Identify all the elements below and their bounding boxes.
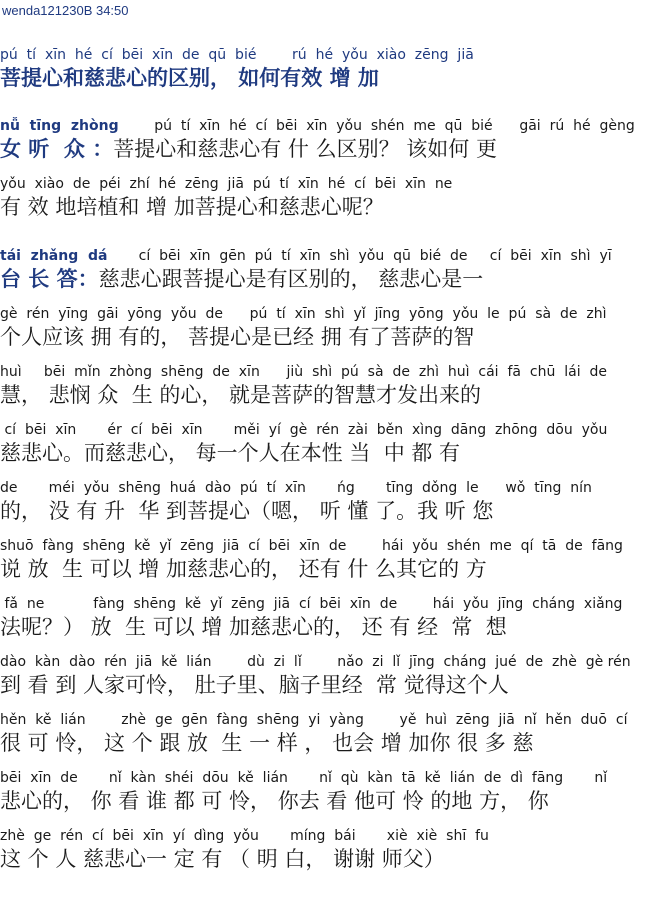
line-pinyin: cí bēi xīn ér cí bēi xīn měi yí gè rén zài běn xìng dāng zhōng dōu yǒu	[0, 422, 608, 438]
transcript-line	[0, 247, 654, 291]
line-text: 的， 没 有 升 华 到菩提心（嗯， 听 懂 了。我 听 您	[0, 499, 494, 523]
line-text: 法呢？） 放 生 可以 增 加慈悲心的， 还 有 经 常 想	[0, 615, 507, 639]
line-pinyin: bēi xīn de nǐ kàn shéi dōu kě lián nǐ qù kàn tā kě lián de dì fāng nǐ	[0, 770, 608, 786]
line-pinyin: hěn kě lián zhè ge gēn fàng shēng yi yàng yě huì zēng jiā nǐ hěn duō cí	[0, 712, 628, 728]
line-pinyin: cí bēi xīn gēn pú tí xīn shì yǒu qū bié de cí bēi xīn shì yī	[107, 248, 612, 264]
line-pinyin: gè rén yīng gāi yōng yǒu de pú tí xīn shì yǐ jīng yōng yǒu le pú sà de zhì	[0, 306, 607, 322]
transcript-line	[0, 479, 654, 523]
line-text: 悲心的， 你 看 谁 都 可 怜， 你去 看 他可 怜 的地 方， 你	[0, 789, 549, 813]
speaker-label: 女 听 众 ：	[0, 137, 114, 161]
speaker-pinyin: tái zhǎng dá	[0, 248, 108, 264]
line-pinyin: pú tí xīn hé cí bēi xīn yǒu shén me qū bié gāi rú hé gèng	[118, 118, 635, 134]
line-pinyin: fǎ ne fàng shēng kě yǐ zēng jiā cí bēi xīn de hái yǒu jīng cháng xiǎng	[0, 596, 623, 612]
line-pinyin: zhè ge rén cí bēi xīn yí dìng yǒu míng bái xiè xiè shī fu	[0, 828, 489, 844]
transcript-line	[0, 305, 654, 349]
line-text: 个人应该 拥 有的， 菩提心是已经 拥 有了菩萨的智	[0, 325, 475, 349]
transcript-line	[0, 117, 654, 161]
line-text: 菩提心和慈悲心有 什 么区别？ 该如何 更	[113, 137, 497, 161]
line-text: 慈悲心跟菩提心是有区别的， 慈悲心是一	[98, 267, 484, 291]
line-text: 说 放 生 可以 增 加慈悲心的， 还有 什 么其它的 方	[0, 557, 487, 581]
transcript-line	[0, 595, 654, 639]
line-text: 慈悲心。而慈悲心， 每一个人在本性 当 中 都 有	[0, 441, 461, 465]
line-text: 到 看 到 人家可怜， 肚子里、脑子里经 常 觉得这个人	[0, 673, 509, 697]
title-text: 菩提心和慈悲心的区别， 如何有效 增 加	[0, 66, 379, 90]
line-pinyin: shuō fàng shēng kě yǐ zēng jiā cí bēi xīn de hái yǒu shén me qí tā de fāng	[0, 538, 623, 554]
line-pinyin: yǒu xiào de péi zhí hé zēng jiā pú tí xīn hé cí bēi xīn ne	[0, 176, 453, 192]
line-text: 很 可 怜， 这 个 跟 放 生 一 样 ， 也会 增 加你 很 多 慈	[0, 731, 534, 755]
line-text: 慧， 悲悯 众 生 的心， 就是菩萨的智慧才发出来的	[0, 383, 482, 407]
transcript-line	[0, 711, 654, 755]
transcript-line	[0, 175, 654, 219]
line-text: 这 个 人 慈悲心一 定 有 （ 明 白， 谢谢 师父）	[0, 847, 445, 871]
speaker-pinyin: nǚ tīng zhòng	[0, 118, 119, 134]
transcript-line	[0, 769, 654, 813]
header-label: wenda121230B 34:50	[2, 3, 129, 18]
speaker-label: 台 长 答：	[0, 267, 99, 291]
line-pinyin: huì bēi mǐn zhòng shēng de xīn jiù shì pú sà de zhì huì cái fā chū lái de	[0, 364, 607, 380]
title-block	[0, 46, 654, 90]
transcript-line	[0, 827, 654, 871]
line-text: 有 效 地培植和 增 加菩提心和慈悲心呢？	[0, 195, 384, 219]
transcript-line	[0, 653, 654, 697]
transcript-line	[0, 537, 654, 581]
line-pinyin: de méi yǒu shēng huá dào pú tí xīn ńg tīng dǒng le wǒ tīng nín	[0, 480, 592, 496]
transcript-line	[0, 363, 654, 407]
transcript-line	[0, 421, 654, 465]
line-pinyin: dào kàn dào rén jiā kě lián dù zi lǐ nǎo zi lǐ jīng cháng jué de zhè gè rén	[0, 654, 631, 670]
title-pinyin: pú tí xīn hé cí bēi xīn de qū bié rú hé yǒu xiào zēng jiā	[0, 47, 474, 63]
